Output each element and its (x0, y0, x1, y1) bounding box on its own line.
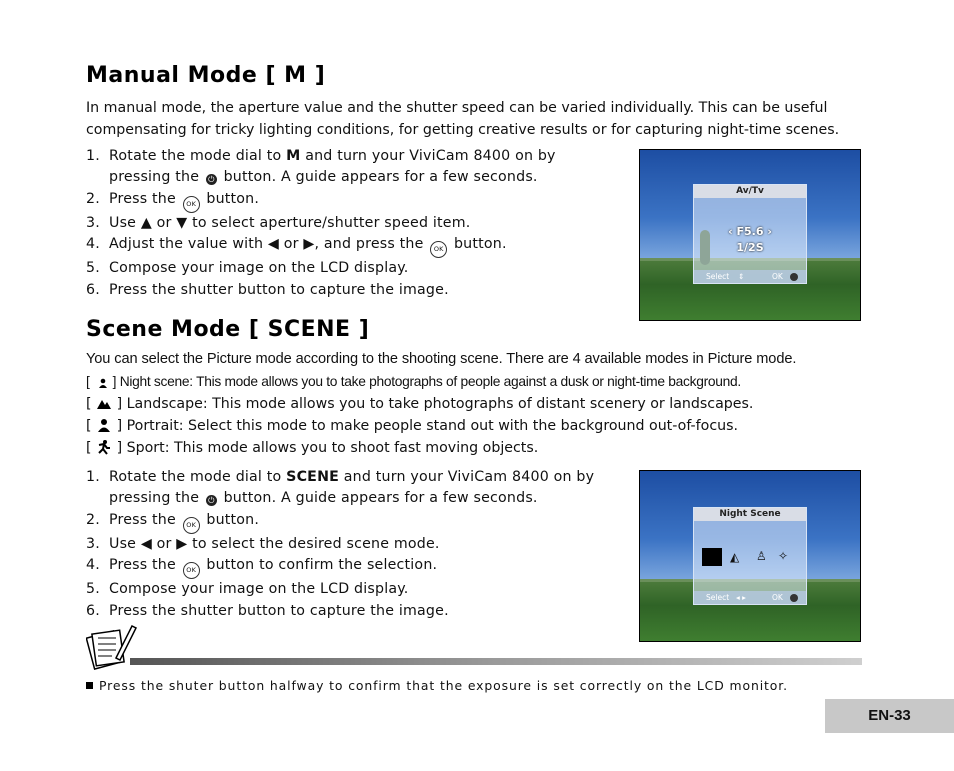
landscape-icon (96, 395, 112, 411)
manual-step-2: 2. Press the OK button. (86, 189, 606, 213)
manual-step-3: 3. Use ▲ or ▼ to select aperture/shutter speed item. (86, 214, 471, 231)
power-icon: ⏻ (206, 495, 217, 506)
scene-step-3: 3. Use ◀ or ▶ to select the desired scene mode. (86, 535, 440, 552)
portrait-icon: ♙ (756, 549, 767, 563)
ok-button-icon: OK (183, 517, 200, 534)
lcd-menu (693, 184, 807, 284)
scene-steps (86, 467, 606, 622)
manual-step-4: 4. Adjust the value with ◀ or ▶, and press the OK button. (86, 234, 606, 258)
lcd-menu (693, 507, 807, 605)
mode-night-scene: [ ] Night scene: This mode allows you to take photographs of people against a dusk or night-time background. (86, 374, 741, 389)
power-icon: ⏻ (206, 174, 217, 185)
ok-button-icon: OK (430, 241, 447, 258)
mode-landscape: [ ] Landscape: This mode allows you to take photographs of distant scenery or landscapes. (86, 396, 754, 412)
ok-icon (790, 594, 798, 602)
leftright-icon: ◂ ▸ (736, 593, 746, 602)
portrait-icon (96, 417, 112, 433)
lcd-footer: Select ⇕ OK (694, 270, 806, 283)
page-number: EN-33 (825, 699, 954, 733)
aperture-value: ‹ F5.6 › (728, 225, 772, 238)
ok-button-icon: OK (183, 196, 200, 213)
manual-step-1: 1. Rotate the mode dial to M and turn your ViviCam 8400 on by pressing the ⏻ button. A guide appears for a few seconds. (86, 148, 556, 186)
note-text: Press the shuter button halfway to confirm that the exposure is set correctly on the LCD monitor. (86, 678, 788, 693)
manual-step-6: 6. Press the shutter button to capture the image. (86, 281, 449, 298)
mode-sport: [ ] Sport: This mode allows you to shoot fast moving objects. (86, 440, 539, 456)
scene-mode-lcd-screenshot (639, 470, 861, 642)
lcd-menu-title: Night Scene (694, 508, 806, 521)
updown-icon: ⇕ (738, 272, 745, 281)
manual-step-5: 5. Compose your image on the LCD display. (86, 260, 409, 277)
scene-mode-list (86, 371, 886, 459)
selected-night-scene-icon (702, 548, 722, 566)
scene-step-4: 4. Press the OK button to confirm the selection. (86, 555, 606, 579)
landscape-icon: ◭ (730, 550, 740, 564)
lcd-menu-title: Av/Tv (694, 185, 806, 198)
scene-mode-intro: You can select the Picture mode according to the shooting scene. There are 4 available modes in Picture mode. (86, 351, 797, 367)
scene-step-1: 1. Rotate the mode dial to SCENE and turn your ViviCam 8400 on by pressing the ⏻ button. A guide appears for a few seconds. (86, 469, 595, 507)
sport-icon (96, 439, 112, 455)
ok-button-icon: OK (183, 562, 200, 579)
scene-step-2: 2. Press the OK button. (86, 510, 606, 534)
ok-icon (790, 273, 798, 281)
night-scene-icon (93, 373, 109, 389)
scene-mode-title: Scene Mode [ SCENE ] (86, 317, 370, 342)
bullet-square-icon (86, 682, 93, 689)
scene-step-5: 5. Compose your image on the LCD display. (86, 581, 409, 598)
note-divider-bar (130, 658, 862, 665)
manual-steps (86, 146, 606, 301)
manual-mode-intro: In manual mode, the aperture value and the shutter speed can be varied individually. This can be useful compensating for tricky lighting conditions, for getting creative results or for capturing night-time scenes. (86, 100, 840, 138)
scene-step-6: 6. Press the shutter button to capture the image. (86, 602, 449, 619)
shutter-value: 1/2S (736, 241, 764, 254)
mode-portrait: [ ] Portrait: Select this mode to make people stand out with the background out-of-focus. (86, 418, 739, 434)
manual-mode-title: Manual Mode [ M ] (86, 63, 326, 88)
sport-icon: ✧ (778, 549, 789, 563)
manual-mode-lcd-screenshot (639, 149, 861, 321)
lcd-footer: Select ◂ ▸ OK (694, 591, 806, 604)
